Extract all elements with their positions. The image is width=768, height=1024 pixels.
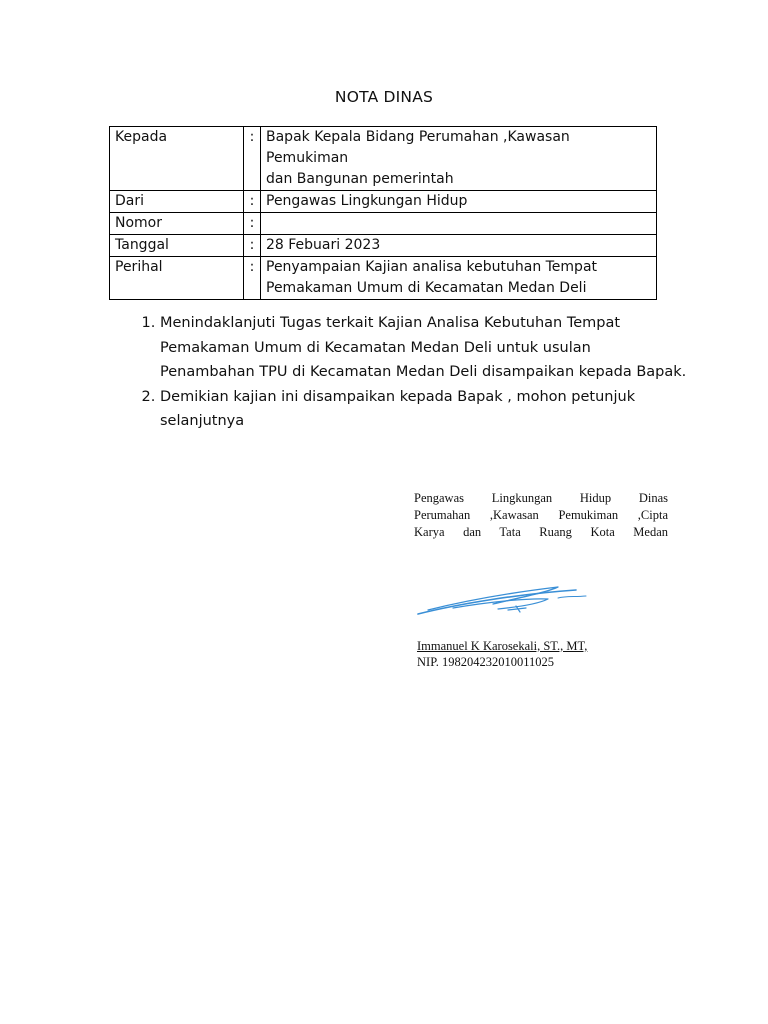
signer-position-line: Perumahan ,Kawasan Pemukiman ,Cipta: [414, 508, 668, 522]
header-value: [261, 213, 657, 235]
header-label: Dari: [110, 191, 244, 213]
header-colon: :: [244, 257, 261, 300]
header-label: Tanggal: [110, 235, 244, 257]
document-title: NOTA DINAS: [334, 88, 434, 106]
signer-nip: NIP. 198204232010011025: [417, 655, 555, 669]
header-row-tanggal: [110, 235, 657, 257]
header-value: [261, 257, 657, 300]
handwritten-signature: [398, 552, 594, 630]
header-colon: :: [244, 213, 261, 235]
header-value-line: Pengawas Lingkungan Hidup: [266, 193, 468, 209]
header-value-line: Penyampaian Kajian analisa kebutuhan Tempat: [266, 259, 598, 275]
header-colon: :: [244, 127, 261, 191]
header-colon: :: [244, 191, 261, 213]
header-label: Nomor: [110, 213, 244, 235]
memo-point: 1. Menindaklanjuti Tugas terkait Kajian Analisa Kebutuhan Tempat Pemakaman Umum di Kecamatan Medan Deli untuk usulan Penambahan TPU di Kecamatan Medan Deli disampaikan kepada Bapak.: [160, 311, 690, 385]
memo-point: 2. Demikian kajian ini disampaikan kepada Bapak , mohon petunjuk selanjutnya: [160, 385, 690, 434]
header-value: [261, 235, 657, 257]
signer-position-line: Pengawas Lingkungan Hidup Dinas: [414, 491, 668, 505]
header-row-kepada: [110, 127, 657, 191]
header-value: [261, 191, 657, 213]
header-colon: :: [244, 235, 261, 257]
header-value-line: [266, 213, 651, 234]
signer-name: Immanuel K Karosekali, ST., MT,: [417, 639, 588, 653]
header-row-nomor: [110, 213, 657, 235]
header-row-perihal: [110, 257, 657, 300]
memo-header-table: [109, 126, 657, 300]
header-label: Perihal: [110, 257, 244, 300]
header-row-dari: [110, 191, 657, 213]
header-value: [261, 127, 657, 191]
signer-position-line: Karya dan Tata Ruang Kota Medan: [414, 525, 668, 539]
signature-stroke: [558, 596, 586, 598]
memo-points-list: [136, 311, 690, 434]
header-value-line: dan Bangunan pemerintah: [266, 171, 454, 187]
header-value-line: Pemakaman Umum di Kecamatan Medan Deli: [266, 280, 587, 296]
header-value-line: Bapak Kepala Bidang Perumahan ,Kawasan Pemukiman: [266, 129, 570, 166]
signature-stroke: [508, 606, 526, 612]
signer-position: [414, 490, 668, 541]
header-value-line: 28 Febuari 2023: [266, 237, 381, 253]
header-label: Kepada: [110, 127, 244, 191]
